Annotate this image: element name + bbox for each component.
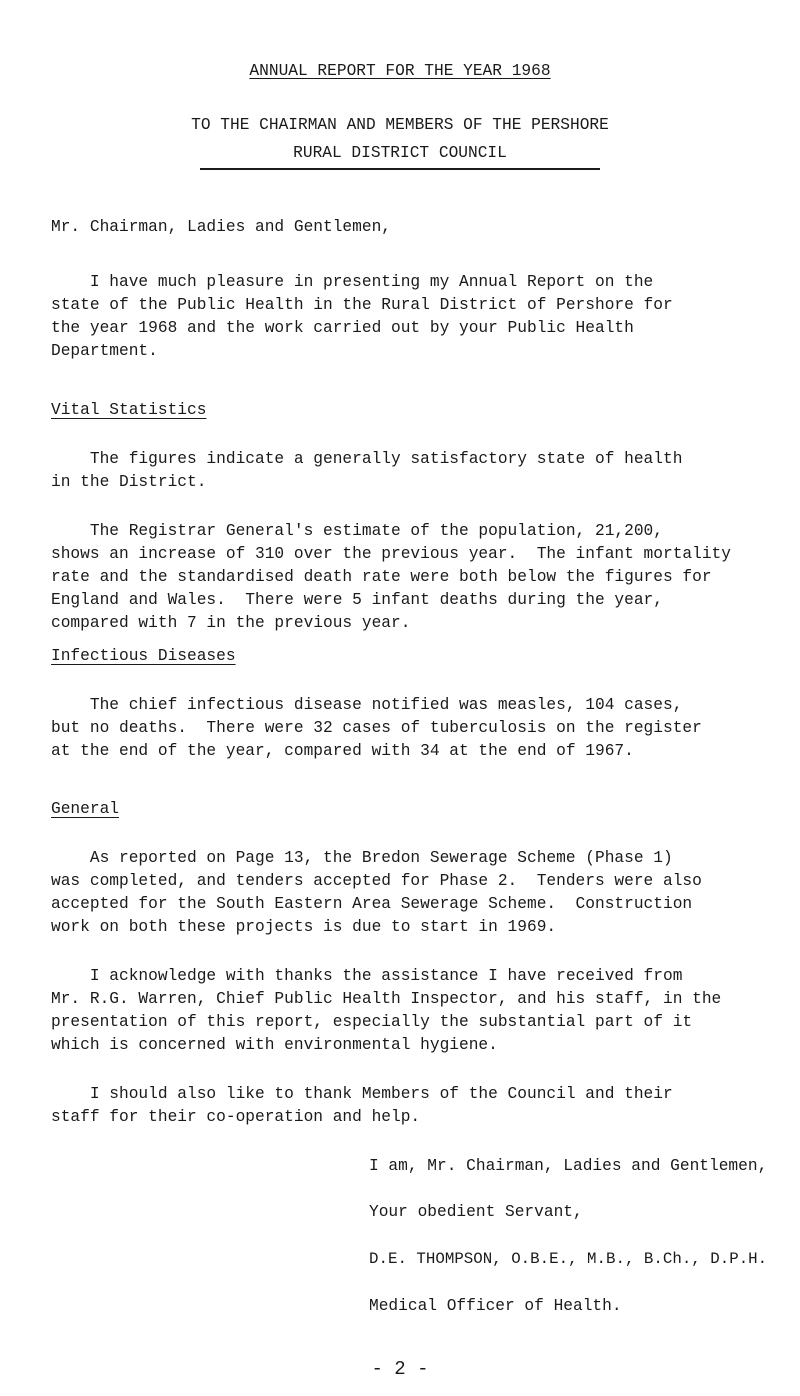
- vital-statistics-paragraph-2: The Registrar General's estimate of the population, 21,200, shows an increase of 310 over the previous year. The infant mortality rate and the standardised death rate were both below the figures for England and Wales. There were 5 infant deaths during the year, compared with 7 in the previous year.: [51, 522, 731, 632]
- addressee-underline: [200, 168, 600, 170]
- general-paragraph-3: I should also like to thank Members of the Council and their staff for their co-operation and help.: [51, 1085, 673, 1126]
- addressee-line-2: RURAL DISTRICT COUNCIL: [293, 144, 507, 162]
- section-heading-infectious-diseases: Infectious Diseases: [51, 647, 236, 665]
- infectious-diseases-paragraph-1: The chief infectious disease notified was measles, 104 cases, but no deaths. There were 32 cases of tuberculosis on the register at the end of the year, compared with 34 at the end of 1967.: [51, 696, 702, 760]
- intro-paragraph: I have much pleasure in presenting my Annual Report on the state of the Public Health in the Rural District of Pershore for the year 1968 and the work carried out by your Public Health Department.: [51, 273, 673, 360]
- closing-line-1: I am, Mr. Chairman, Ladies and Gentlemen,: [369, 1157, 768, 1175]
- general-paragraph-1: As reported on Page 13, the Bredon Sewerage Scheme (Phase 1) was completed, and tenders accepted for Phase 2. Tenders were also accepted for the South Eastern Area Sewerage Scheme. Construction work on both these projects is due to start in 1969.: [51, 849, 702, 936]
- signatory-position: Medical Officer of Health.: [369, 1297, 622, 1315]
- page-number: - 2 -: [371, 1358, 429, 1380]
- signatory: D.E. THOMPSON, O.B.E., M.B., B.Ch., D.P.H.: [369, 1250, 768, 1268]
- report-title: ANNUAL REPORT FOR THE YEAR 1968: [249, 62, 551, 80]
- vital-statistics-paragraph-1: The figures indicate a generally satisfactory state of health in the District.: [51, 450, 683, 491]
- closing-line-2: Your obedient Servant,: [369, 1203, 583, 1221]
- section-heading-general: General: [51, 800, 119, 818]
- addressee-line-1: TO THE CHAIRMAN AND MEMBERS OF THE PERSHORE: [191, 116, 609, 134]
- general-paragraph-2: I acknowledge with thanks the assistance I have received from Mr. R.G. Warren, Chief Public Health Inspector, and his staff, in the presentation of this report, especially the substantial part of it which is concerned with environmental hygiene.: [51, 967, 722, 1054]
- section-heading-vital-statistics: Vital Statistics: [51, 401, 207, 419]
- salutation: Mr. Chairman, Ladies and Gentlemen,: [51, 218, 391, 236]
